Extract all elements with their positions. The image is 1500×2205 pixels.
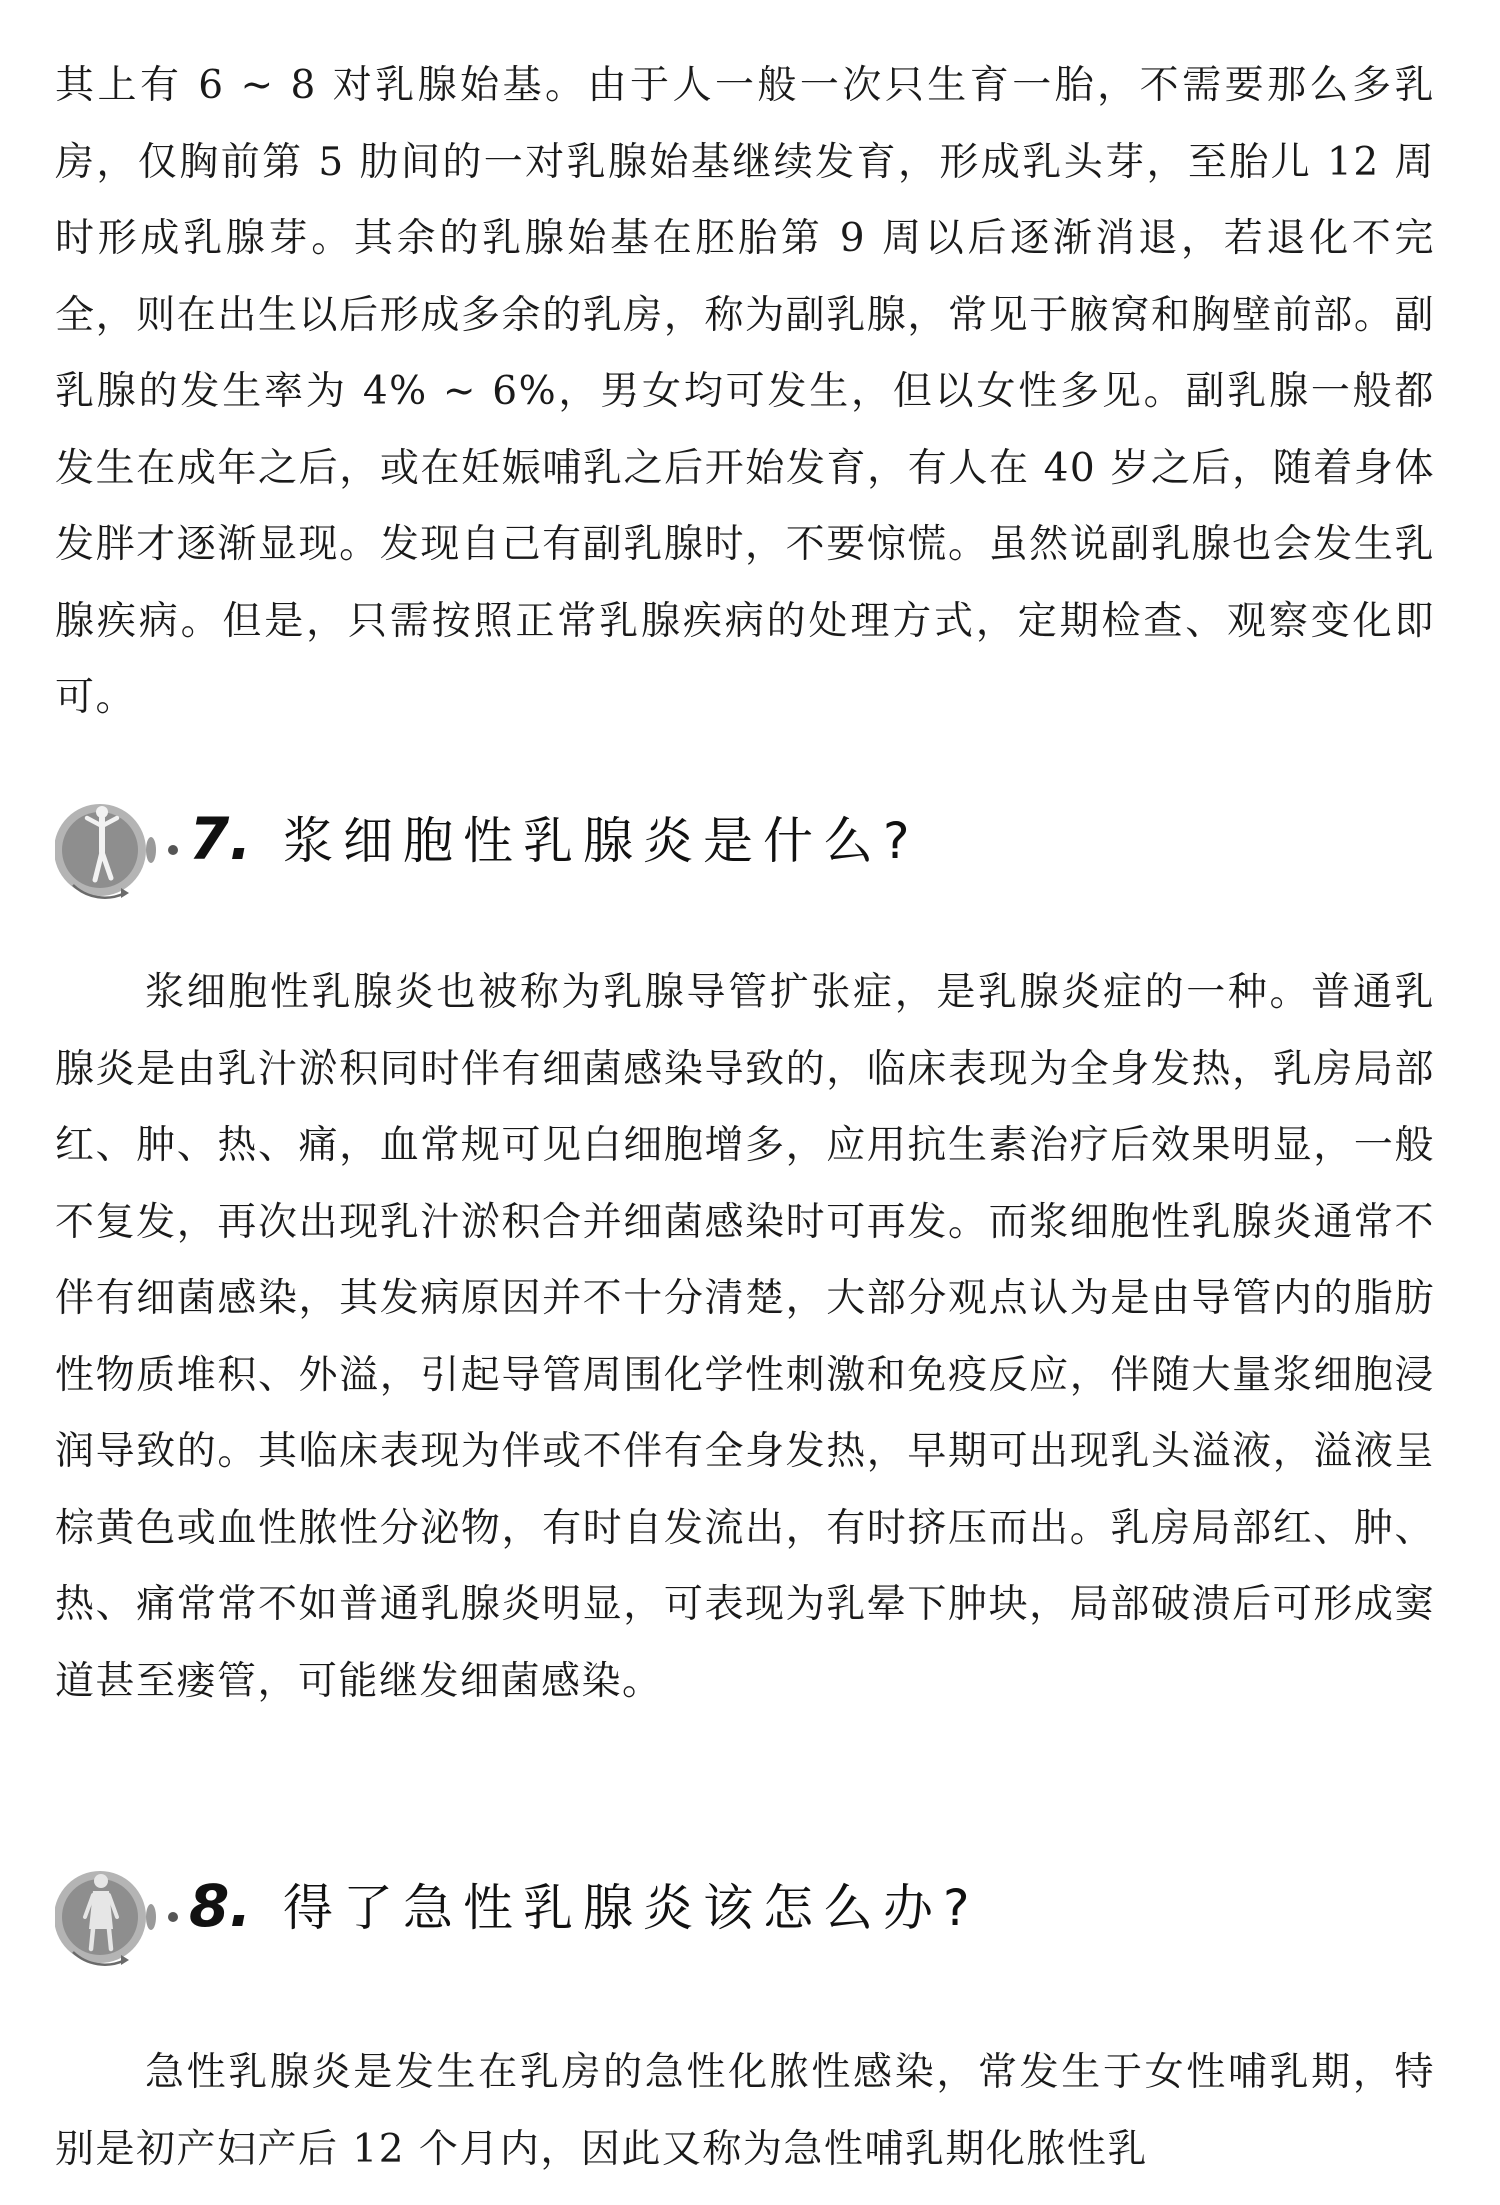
- section-number: 8.: [189, 1872, 252, 1940]
- section-number: 7.: [189, 805, 252, 873]
- section-title: 得了急性乳腺炎该怎么办?: [283, 1879, 980, 1937]
- section-title: 浆细胞性乳腺炎是什么?: [283, 812, 920, 870]
- body-paragraph: 其上有 6 ~ 8 对乳腺始基。由于人一般一次只生育一胎，不需要那么多乳房，仅胸前第 5 肋间的一对乳腺始基继续发育，形成乳头芽，至胎儿 12 周时形成乳腺芽。其余的乳腺始基在胚胎第 9 周以后逐渐消退，若退化不完全，则在出生以后形成多余的乳房，称为副乳腺，常见于腋窝和胸壁前部。副乳腺的发生率为 4% ~ 6%，男女均可发生，但以女性多见。副乳腺一般都发生在成年之后，或在妊娠哺乳之后开始发育，有人在 40 岁之后，随着身体发胖才逐渐显现。发现自己有副乳腺时，不要惊慌。虽然说副乳腺也会发生乳腺疾病。但是，只需按照正常乳腺疾病的处理方式，定期检查、观察变化即可。: [55, 63, 1435, 720]
- section-heading-8: [55, 1857, 1435, 1977]
- section-heading-7: [55, 790, 1435, 910]
- body-paragraph: 浆细胞性乳腺炎也被称为乳腺导管扩张症，是乳腺炎症的一种。普通乳腺炎是由乳汁淤积同时伴有细菌感染导致的，临床表现为全身发热，乳房局部红、肿、热、痛，血常规可见白细胞增多，应用抗生素治疗后效果明显，一般不复发，再次出现乳汁淤积合并细菌感染时可再发。而浆细胞性乳腺炎通常不伴有细菌感染，其发病原因并不十分清楚，大部分观点认为是由导管内的脂肪性物质堆积、外溢，引起导管周围化学性刺激和免疫反应，伴随大量浆细胞浸润导致的。其临床表现为伴或不伴有全身发热，早期可出现乳头溢液，溢液呈棕黄色或血性脓性分泌物，有时自发流出，有时挤压而出。乳房局部红、肿、热、痛常常不如普通乳腺炎明显，可表现为乳晕下肿块，局部破溃后可形成窦道甚至瘘管，可能继发细菌感染。: [55, 970, 1435, 1704]
- standing-woman-icon: [55, 1857, 195, 1977]
- body-paragraph: 急性乳腺炎是发生在乳房的急性化脓性感染，常发生于女性哺乳期，特别是初产妇产后 12 个月内，因此又称为急性哺乳期化脓性乳: [55, 2050, 1435, 2172]
- exercising-figure-icon: [55, 790, 195, 910]
